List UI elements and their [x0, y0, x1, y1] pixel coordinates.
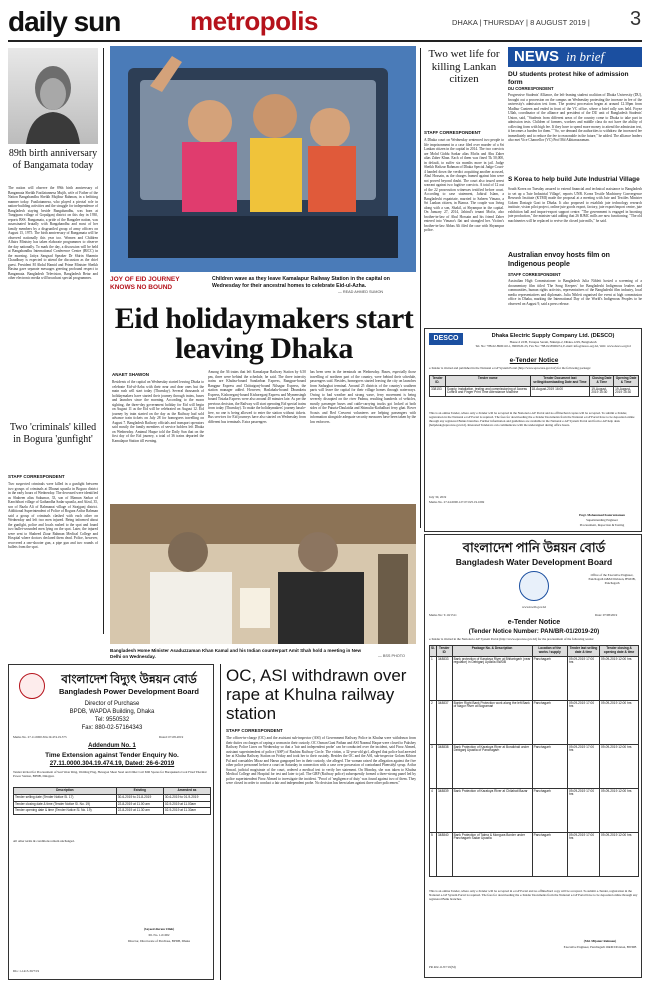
- desco-col: Tender ID.: [430, 376, 446, 387]
- bpdb-title-en: Bangladesh Power Development Board: [58, 687, 200, 696]
- bpdb-tel: Tel: 9550532: [94, 717, 130, 723]
- gunfight-byline: STAFF CORRESPONDENT: [8, 474, 65, 479]
- desco-addr: House # 22/B, Faruque Sarani, Nikunja-2, Dhaka-1229, Bangladesh: [509, 340, 597, 344]
- dateline: DHAKA | THURSDAY | 8 AUGUST 2019 |: [452, 18, 590, 27]
- desco-cell: Supply, installation, testing and commissioning of Access Control and Finger Print Time Attendance Machine: [445, 386, 530, 397]
- bwdb-title-en: Bangladesh Water Development Board: [455, 557, 613, 567]
- brief2-headline: S Korea to help build Jute Industrial Village: [508, 176, 640, 183]
- gunfight-headline: Two 'criminals' killed in Bogura 'gunfight': [9, 422, 97, 445]
- desco-date: July 30, 2019: [429, 495, 447, 499]
- bpdb-date: Dated: 07-08-2019: [159, 735, 184, 739]
- bwdb-cell: 09-09-2019 17:00 hrs: [567, 700, 599, 744]
- desco-table: [429, 375, 639, 397]
- desco-sign3: Procurement, Inspection & Testing: [579, 523, 625, 527]
- bpdb-dir: Director of Purchase: [84, 701, 140, 707]
- bwdb-cell: 09-09-2019 17:00 hrs: [567, 832, 599, 876]
- lankan-byline: STAFF CORRESPONDENT: [424, 130, 481, 135]
- bwdb-cell: Panchagarh: [532, 700, 567, 744]
- bwdb-notes: This is an online Tender, where only e-Tender will be accepted in e-GP Portal and no offline/hard copy will be accepted. To submit e-Tender, registration in the National e-GP System Portal is required. The fees for downloading the e-Tender Documents from the National e-GP Portal have to be deposited online through any registered Bank branches.: [429, 889, 638, 901]
- bwdb-cell: 09-09-2019 12:00 hrs: [600, 788, 639, 832]
- bwdb-title-bn: বাংলাদেশ পানি উন্নয়ন বোর্ড: [462, 540, 606, 555]
- desco-cell: 338153: [430, 386, 446, 397]
- bwdb-cell: 348838: [436, 744, 452, 788]
- bwdb-cell: 09-09-2019 12:00 hrs: [600, 744, 639, 788]
- lead-headline: Eid holidaymakers start leaving Dhaka: [114, 302, 414, 365]
- bottom-photo-credit: — BSS PHOTO: [378, 654, 405, 658]
- bpdb-cell: Tender selling date (Tender Notice Sl. 17): [14, 794, 117, 801]
- bpdb-cell: 02-9-2019 at 11.00am: [163, 801, 210, 808]
- bpdb-sign2: ID. No. 1-01002: [148, 933, 170, 937]
- bwdb-cell: 348833: [436, 656, 452, 700]
- bpdb-cell: 30-6-2019 to 01-9-2019: [163, 794, 210, 801]
- oc-byline: STAFF CORRESPONDENT: [226, 728, 283, 733]
- lankan-headline: Two wet life for killing Lankan citizen: [428, 48, 500, 85]
- bwdb-cell: Panchagarh: [532, 788, 567, 832]
- bwdb-cell: 348837: [436, 700, 452, 744]
- bwdb-cell: 348839: [436, 788, 452, 832]
- brief1-byline: DU CORRESPONDENT: [508, 86, 554, 91]
- desco-contact: Tel. No: +88-02-8900110-1, 8900520-23, Fax No: +88-02-8900474, E-mail: info@desco.org.bd, Web: www.desco.org.bd: [475, 344, 631, 348]
- bwdb-cell: Panchagarh: [532, 744, 567, 788]
- bpdb-cell: 22-8-2019 at 11.00 am: [116, 801, 163, 808]
- bpdb-logo: [19, 673, 45, 699]
- bwdb-memo: Memo No: T-10/1511: [429, 613, 457, 617]
- desco-col: Tender Document last selling/downloading Date and Time: [530, 376, 590, 387]
- bpdb-foot: All other terms & conditions remain unchanged.: [13, 839, 75, 843]
- bpdb-col: Existing: [116, 788, 163, 795]
- bottom-photo-caption: Bangladesh Home Minister Asaduzzaman Khan Kamal and his Indian counterpart Amit Shah hold a meeting in New Delhi on Wednesday.: [110, 648, 362, 659]
- desco-col: Closing Date & Time: [590, 376, 614, 387]
- masthead-section: metropolis: [190, 6, 318, 36]
- bpdb-sign3: Director, Directorate of Purchase, BPDB, Dhaka: [127, 939, 190, 943]
- bwdb-cell: 09-09-2019 12:00 hrs: [600, 832, 639, 876]
- bwdb-cell: 09-09-2019 12:00 hrs: [600, 656, 639, 700]
- bpdb-fax: Fax: 880-02-57164343: [81, 725, 143, 731]
- bwdb-cell: Bank Protection of Karatoya River at Chilahati Bazar: [452, 788, 532, 832]
- bpdb-cell: 02-9-2019 at 11.30am: [163, 808, 210, 815]
- bwdb-col: Package No. & Description: [452, 646, 532, 657]
- brief3-headline: Australian envoy hosts film on Indigenous people: [508, 252, 610, 268]
- masthead-paper: daily sun: [8, 6, 121, 37]
- bpdb-dg: DG: 1-1413-30/7/19: [13, 969, 40, 973]
- bpdb-memo: Memo No. 27.11.0000.304.19.474.19.375: [13, 735, 67, 739]
- lankan-body: A Dhaka court on Wednesday sentenced two people to life imprisonment in a case filed over murder of a Sri Lankan citizen in the capital in 2014. The two convicts are Mohd Giddu Sarkar alias Mofiz and Abu Zaber alias Zaber Khan. Each of them was fined Tk 50,000, in default, to suffer six months more in jail. Judge Sheikh Hafizur Rahman of Dhaka Special Judge Court-4 handed down the verdict acquitting another accused, Abul Hossain, as the charges framed against him were not proved beyond doubt. The court also issued arrest warrant against two fugitive convicts. A total of 12 out of the 22 prosecution witnesses testified before court. According to case statement, Jahirul Islam, a Bangladeshi expatriate, married to Saheen Vimara, a Sri Lankan citizen, in Bianca. The couple was living along with a son, Shakil, at Shyampur in the capital. On January 27, 2014, Jahirul's tenant Mofiz, also brother-in-law of Abul Hossain and his friend Zaber entered into Vimara's flat and strangled her. Victim's brother-in-law Abbas Ali filed the case with Shyampur police.: [424, 138, 504, 232]
- bwdb-cell: 09-09-2019 12:00 hrs: [600, 700, 639, 744]
- bwdb-web: www.bwdb.gov.bd: [522, 605, 546, 609]
- bwdb-pr: PR 402-11/07/19(SI): [429, 965, 456, 969]
- bwdb-cell: 3: [430, 744, 437, 788]
- brief1-headline: DU students protest hike of admission form: [508, 71, 629, 86]
- lead-col3: has been seen in the terminals on Wednesday. Buses, especially those travelling of northern part of the country, were behind their schedule, passengers said. Besides, homegoers started leaving the city on launches from Sadarghat terminal. Around 25 districts of the country's southern parts will leave the capital for their village homes through waterways. Owing to bad weather and strong wave, ferry movement is being severely disrupted on the river Padma, resulting hundreds of vehicles, mostly passenger buses and cattle-carrying trucks got locked at both sides of the Paturia-Daulatdia and Shimulia-Kathalbari ferry ghat. Rover Scouts and Red Crescent volunteers are helping passengers with information alongside adequate security measures have been taken by the law enforcers.: [310, 370, 416, 424]
- bwdb-col: Tender closing & opening date & time: [600, 646, 639, 657]
- brief3-body: Australian High Commissioner to Bangladesh Julia Niblett hosted a screening of a documentary film titled 'The Song Keepers' for Bangladeshi Indigenous leaders and communities, human rights activists, representatives of the Bangladeshi film industry, local media representatives and diplomats. Julia Niblett organised the event at high commission office in Dhaka, marking the International Day of the World's Indigenous Peoples to be observed on August 9, said a press release.: [508, 279, 642, 306]
- bpdb-desc: Tender invited for Procurement of Seal Wear Ring, Welding Plug, Hexagon Sheet Steel and Other Coil Mill Spares for Barapukuria Coal Fired Thermal Power Station, BPDB, Dinajpur.: [13, 770, 207, 778]
- bwdb-table: [429, 645, 639, 877]
- bwdb-sign2: Executive Engineer, Panchagarh O&M Division, BWDB: [563, 945, 637, 949]
- bwdb-sub: (Tender Notice Number: PAN/BR-01/2019-20): [468, 628, 600, 635]
- bwdb-date: Date: 07/08/2019: [595, 613, 618, 617]
- desco-sign: Engr. Mohammed Kamruzzaman: [579, 513, 625, 517]
- desco-cell: 18-August-2019 16:00: [530, 386, 590, 397]
- brief1-body: Progressive Students' Alliance, the left-leaning student coalition of Dhaka University (DU), brought out a procession on the campus on Wednesday protesting the increase in fee of the university's admission test form. The protest procession began at around 12.30pm from Madhur Canteen and ended in front of the VC office, where a brief rally was held. Foyez Ullah, coordinator of the alliance and president of the DU unit of Bangladesh Students' Union, said, "Students from different areas of the country come to Dhaka to take part in admission tests. Children of farmers, workers and middle class do not have the ability of collecting form with high fee. If they have to spend more money to attend the admission test, it becomes a burden for them." "So, we demand the authorities to withdraw the increased fee immediately and to reduce the fee to reasonable in the future," he added. The alliance leaders also met Vice Chancellor (VC) Prof Md Akhtaruzzaman.: [508, 93, 642, 142]
- bwdb-cell: Bank Protection of Karatoya River at Boralkhali under Debiganj Upazila of Panchagarh: [452, 744, 532, 788]
- bwdb-sign: (Md. Mijanur Rahman): [583, 939, 617, 943]
- bangamata-portrait: [8, 48, 98, 144]
- lead-col1: Residents of the capital on Wednesday started leaving Dhaka to celebrate Eid-ul-Azha with their near and dear ones but the main rush will start today (Thursday). Several thousands of holidaymakers have started their journey through trains, buses and launches since the morning. According to the moon sighting, the three-day government holiday for Eid will begin on August 11 as the Eid will be celebrated on August 12. Eid journey by train started on the day as the Railway had sold advance train tickets on July 28 for homegoers travelling on August 7. Bangladesh Railway officials and transport operators said mostly the family members of service holders left Dhaka on Wednesday. Amimul Haque told the Daily Sun that on the first day of the Eid journey, a total of 36 trains departed the Kamalapur Station till evening.: [112, 380, 204, 443]
- bwdb-col: Tender last selling date & time: [567, 646, 599, 657]
- bpdb-title: Time Extension against Tender Enquiry No.: [45, 752, 179, 759]
- news-brief-in-brief: in brief: [566, 49, 605, 64]
- bwdb-cell: Panchagarh: [532, 656, 567, 700]
- bpdb-bldg: BPDB, WAPDA Building, Dhaka: [69, 709, 155, 715]
- bwdb-cell: 1: [430, 656, 437, 700]
- photo-caption: Children wave as they leave Kamalapur Railway Station in the capital on Wednesday for their ancestral homes to celebrate Eid-ul-Azha.: [212, 276, 390, 289]
- bpdb-col: Amended as: [163, 788, 210, 795]
- desco-memo: Memo No. 27.24.0000.127.07.025.19.1069: [429, 500, 485, 504]
- desco-cell: 19-August-2019 15:30: [614, 386, 639, 397]
- photo-credit: — READ AHMED SUMON: [338, 290, 384, 294]
- bpdb-sign: (Sayeed Akram Ullah): [143, 927, 175, 931]
- bwdb-col: Location of the works / supply: [532, 646, 567, 657]
- bpdb-no: 27.11.0000.304.19.474.19, Dated: 26-6-2019: [49, 760, 175, 767]
- bwdb-cell: 5: [430, 832, 437, 876]
- bpdb-cell: Tender closing date & time (Tender Notice Sl. No. 19): [14, 801, 117, 808]
- bangamata-body: The nation will observe the 89th birth anniversary of Bangamata Sheikh Fazilatunnesa Mujib, wife of Father of the Nation Bangabandhu Sheikh Mujibur Rahman, in a befitting manner today. Fazilatunnesa, who played a pivotal role in nation-building activities and the struggle for independence of Bangladesh staying beside Bangabandhu, was born at Tungipara village of Gopalganj district on this day in 1930, reports BSS. Bangamata, a pride of the Bangalee nation, was assassinated brutally with Bangabandhu and most of her family members by a disgruntled group of army officers on August 15, 1975. The birth anniversary of Bangamata will be observed nationally this year too. Women and Children Affairs Ministry has taken elaborate programmes to observe the day nationally. To mark the day, a discussion will be held at Bangabandhu International Conference Centre (BICC) in the morning. Jatiya Sangsad Speaker Dr Shirin Sharmin Chaudhury is expected to attend the discussion as the chief guest. President M Abdul Hamid and Prime Minister Sheikh Hasina gave separate messages greeting profound respect to Bangamata. Bangladesh Television, Bangladesh Betar and other electronic media will broadcast special programmes.: [8, 186, 98, 280]
- bpdb-title-bn: বাংলাদেশ বিদ্যুৎ উন্নয়ন বোর্ড: [61, 672, 197, 686]
- ministers-meeting-photo: [110, 504, 416, 644]
- bpdb-table: [13, 787, 211, 815]
- desco-title: e-Tender Notice: [509, 357, 559, 364]
- desco-notes: This is an online Tender, where only e-Tender will be accepted in the National e-GP Portal and no offline/hard copies will be accepted. To submit e-Tender, registration in the National e-GP Portal is required. The fees for downloading the e-Tender Documents from the National e-GP Portal have to be deposited online through any registered Banks branches. Further information and guidelines are available in the National e-GP System Portal and from e-GP help desk (helpdesk@eprocure.gov.bd). Interested Tenderers can communicate with the undersigned during office hours.: [429, 411, 635, 427]
- bpdb-cell: 22-8-2019 at 11.30 am: [116, 808, 163, 815]
- bpdb-cell: Tender opening date & time (Tender Notice Sl. No. 19): [14, 808, 117, 815]
- desco-cell: 19-August-2019 15:30: [590, 386, 614, 397]
- bwdb-cell: 348840: [436, 832, 452, 876]
- bwdb-col: Tender ID: [436, 646, 452, 657]
- bwdb-cell: 4: [430, 788, 437, 832]
- news-brief-label: [508, 47, 642, 67]
- bwdb-intro: e-Tender is invited in the National e-GP System Portal (http://www.eprocure.gov.bd) for the procurement of the following works:: [429, 637, 594, 641]
- brief3-byline: STAFF CORRESPONDENT: [508, 272, 561, 277]
- bwdb-cell: 09-09-2019 17:00 hrs: [567, 744, 599, 788]
- bwdb-col: Sl.: [430, 646, 437, 657]
- page-number: 3: [630, 8, 642, 30]
- bwdb-cell: Bank protection of Karatoya River at Bhitarbgarh (near regulator) in Debiganj Upazila BWDB: [452, 656, 532, 700]
- bwdb-cell: Bank Protection of Talma & Mongura Border under Panchagarh Sadar Upazila: [452, 832, 532, 876]
- desco-col: Opening Date & Time: [614, 376, 639, 387]
- bwdb-tender-ad: [424, 534, 642, 978]
- bangamata-headline: 89th birth anniversary of Bangamata today: [8, 148, 98, 171]
- desco-intro: e-Tender is invited and published in the National e-GP System Portal (http://www.eprocure.gov.bd/) for the following package:: [429, 366, 591, 370]
- bwdb-cell: 09-09-2019 17:00 hrs: [567, 788, 599, 832]
- desco-col: Tender name: [445, 376, 530, 387]
- bpdb-tender-ad: [8, 664, 214, 980]
- bwdb-office: Office of the Executive Engineer, Panchagarh O&M Division, BWDB, Panchagarh: [588, 573, 636, 585]
- bwdb-cell: 2: [430, 700, 437, 744]
- brief2-body: South Korea on Tuesday assured to extend financial and technical assistance to Bangladesh to set up a 'Jute Industrial Village', reports UNB. Korea Textile Machinery Convergence Research Institute (KTMI) made the proposal at a meeting with Jute and Textiles Minister Golam Dastagir Gazi in Dhaka. It also proposed to establish jute technology research institute, vision pilot project, online jute goods export, factory, jute export/import centre, jute exhibition hall and import-export support centre. "The government is engaged in boosting jute production," the minister said adding that 26 BJMC mills are now functioning. "The old machineries will be replaced to revive the closed jute mills," he said.: [508, 187, 642, 223]
- bwdb-logo: [519, 571, 549, 601]
- bwdb-cell: Border Right Bank Protection work along the left Bank of Nagor River at Bogramari: [452, 700, 532, 744]
- bwdb-cell: Panchagarh: [532, 832, 567, 876]
- oc-headline: OC, ASI withdrawn over rape at Khulna railway station: [226, 666, 407, 723]
- bpdb-col: Description: [14, 788, 117, 795]
- desco-sign2: Superintending Engineer: [586, 518, 618, 522]
- desco-tender-ad: [424, 328, 642, 532]
- desco-logo: DESCO: [429, 333, 463, 345]
- oc-body: The officer-in-charge (OC) and the assistant sub-inspector (ASI) of Government Railway Police in Khulna were withdrawn from their duties on charges of raping a woman in their custody. OC Osman Gani Pathan and ASI Nazmul Haque were closed to Pakshey Railway Police Lines on Wednesday so that a 'fair and independent probe' can be conducted over the incident, said Firoz Ahmed, assistant superintendent of police (ASP) of Rashtra Railway Circle. The victim, a 32-year-old girl, alleged that police had arrested her at Khulna Railway Station on Friday and took her to their custody. Besides the OC and the ASI, sub-inspector Golam Kibirar Pal and constables Miraz and Harun gangraped her in their custody, she alleged. The woman raised the allegation against the five other police personnel before a court on Saturday in connection with a case over possession of contraband Phensidyl syrup. Arifur Sawad, judicial magistrate of the court, ordered a medical test to verify her statement. On Monday, she was taken to Khulna Medical College and Hospital for test and later to jail. The GRP (Railway police) subsequently formed a three-strong panel led by police superintendent Firoz Ahmed to investigate the incident. "Proof of 'negligence of duty' was found against two of them. They were closed in order to conduct a fair and independent probe. No decision has been taken against three other policemen.": [226, 736, 416, 785]
- bwdb-title: e-Tender Notice: [507, 619, 561, 626]
- gunfight-body: Two suspected criminals were killed in a gunfight between two groups of criminals at Dhunat upazila in Bogura district in the early hours of Wednesday. The deceased were identified as Shaheen alias Sukumar, 33, son of Mamun Sarkar of Kanchibari village of Gaibandha Sadar upazila, and Afzal, 35, son of Bazlu Ali of Rahmanat village of Sirajganj district. Additional Superintendent of Police of Bogura Arifur Rahman said a group of criminals clashed with each other on Wednesday and left two men injured. Being informed about the gunfight, police and locals rushed to the spot and found two bullet-wounded men lying on the spot. Later, the injured were sent to Shaheed Ziaur Rahman Medical College and Hospital where doctors declared them dead. Police, however, recovered a one-shooter gun, a pipe gun and two rounds of bullets from the spot.: [8, 482, 98, 549]
- desco-org: Dhaka Electric Supply Company Ltd. (DESCO): [491, 333, 615, 339]
- eid-train-photo: [110, 46, 416, 272]
- news-brief-news: NEWS: [514, 48, 559, 65]
- bwdb-cell: 09-09-2019 17:00 hrs: [567, 656, 599, 700]
- photo-tag: JOY OF EID JOURNEY KNOWS NO BOUND: [110, 276, 180, 291]
- lead-col2: Among the 36 trains that left Kamalapur Railway Station by 6.50 pm, three were behind the schedule, he said. The three intercity trains are Khulna-bound Sundarban Express, Rangpur-bound Rangpur Express and Chittatgonj-bound Nilsagar Express, the station manager added. However, Haslabalu-bound Dhumketu Express, Kishoreganj-bound Kishoreganj Express and Mymensingh bound Tistaka Express were also around 40 minutes late. As per the previous decision, the Railway will start operating Eid special trains from today (Thursday). To make the holidaymakers' journey hassle-free, no one is being allowed to enter the station without tickets. Bus services for Eid journeys have also started on Wednesday from different bus terminals. Extra passengers: [208, 370, 306, 424]
- bpdb-cell: 30-6-2019 to 21-8-2019: [116, 794, 163, 801]
- lead-byline: ANAET SHAWON: [112, 372, 149, 377]
- bpdb-addendum: Addendum No. 1: [88, 743, 136, 749]
